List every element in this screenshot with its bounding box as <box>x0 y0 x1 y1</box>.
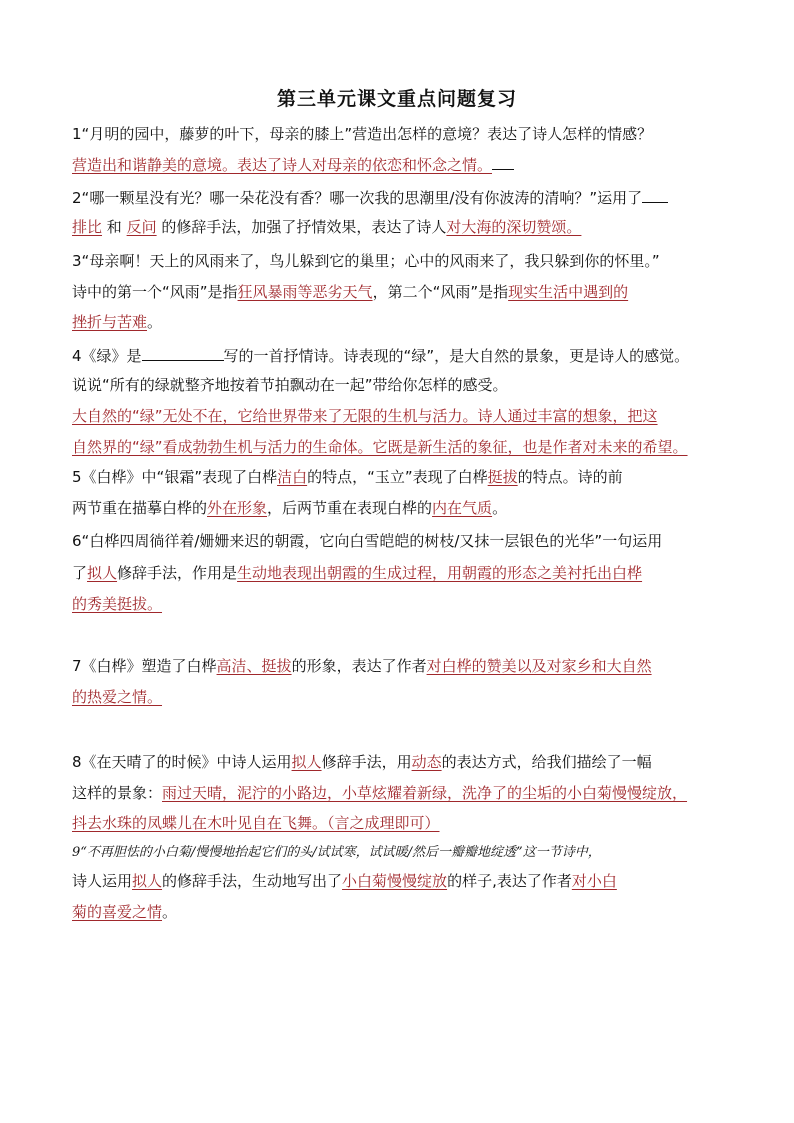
question-5-text-4: 两节重在描摹白桦的 <box>72 499 208 517</box>
answer-4-part-1: 大自然的“绿”无处不在，它给世界带来了无限的生机与活力。诗人通过丰富的想象，把这 <box>72 407 658 425</box>
question-5-line-2 <box>72 497 726 519</box>
question-4-line-2 <box>72 374 726 396</box>
answer-5-d: 内在气质 <box>432 499 493 517</box>
answer-1-line <box>72 153 726 176</box>
question-8-line-1 <box>72 751 726 773</box>
question-3-line-3 <box>72 311 726 333</box>
answer-9-b: 小白菊慢慢绽放 <box>342 872 448 890</box>
question-8-text-1: 8《在天晴了的时候》中诗人运用 <box>72 753 292 771</box>
question-8-line-3 <box>72 812 726 834</box>
question-5-text-3: 的特点。诗的前 <box>517 468 623 486</box>
answer-3-b: 现实生活中遇到的 <box>508 283 629 301</box>
question-3-line-1 <box>72 250 726 272</box>
answer-9-a: 拟人 <box>132 872 163 890</box>
answer-8-c-cont: 抖去水珠的凤蝶儿在木叶见自在飞舞。（言之成理即可） <box>72 814 440 832</box>
answer-7-b: 对白桦的赞美以及对家乡和大自然 <box>426 657 652 675</box>
question-6-text-1: 了 <box>72 564 88 582</box>
question-2-text: 的修辞手法，加强了抒情效果，表达了诗人 <box>161 218 447 236</box>
answer-4-line-2 <box>72 436 726 458</box>
answer-2-a: 排比 <box>72 218 103 236</box>
question-8-text-3: 的表达方式，给我们描绘了一幅 <box>441 753 652 771</box>
question-4-text-2: 写的一首抒情诗。诗表现的“绿”，是大自然的景象，更是诗人的感觉。 <box>223 347 690 365</box>
question-9-text-1: 诗人运用 <box>72 872 133 890</box>
answer-8-a: 拟人 <box>291 753 322 771</box>
answer-7-a: 高洁、挺拔 <box>216 657 292 675</box>
question-7-text-2: 的形象，表达了作者 <box>291 657 427 675</box>
question-3: 3“母亲啊！天上的风雨来了，鸟儿躲到它的巢里；心中的风雨来了，我只躲到你的怀里。” <box>72 252 660 270</box>
question-2-line-2 <box>72 216 726 238</box>
question-4-line-1 <box>72 344 726 367</box>
question-9-text-2: 的修辞手法，生动地写出了 <box>162 872 343 890</box>
question-7-line-2 <box>72 686 726 708</box>
answer-8-c: 雨过天晴，泥泞的小路边，小草炫耀着新绿，洗净了的尘垢的小白菊慢慢绽放， <box>162 784 688 802</box>
question-3-text-1: 诗中的第一个“风雨”是指 <box>72 283 238 301</box>
question-6: 6“白桦四周徜徉着/姗姗来迟的朝霞，它向白雪皑皑的树枝/又抹一层银色的光华”一句运用 <box>72 532 663 550</box>
question-9: 9“不再胆怯的小白菊/慢慢地抬起它们的头/试试寒，试试暖/然后一瓣瓣地绽透”这一节诗中， <box>72 845 601 860</box>
answer-5-c: 外在形象 <box>207 499 268 517</box>
question-7-line-1 <box>72 655 726 677</box>
question-3-line-2 <box>72 281 726 303</box>
answer-6-b-cont: 的秀美挺拔。 <box>72 595 163 613</box>
answer-1: 营造出和谐静美的意境。表达了诗人对母亲的依恋和怀念之情。 <box>72 156 493 174</box>
page-title: 第三单元课文重点问题复习 <box>276 88 517 110</box>
question-6-line-1 <box>72 530 726 552</box>
question-1-text <box>72 123 726 145</box>
answer-4-part-2: 自然界的“绿”看成勃勃生机与活力的生命体。它既是新生活的象征，也是作者对未来的希望。 <box>72 438 688 456</box>
question-4-text-1: 4《绿》是 <box>72 347 142 365</box>
question-9-text-4: 。 <box>162 903 178 921</box>
answer-2-b: 反问 <box>126 218 157 236</box>
question-9-text-3: 的样子,表达了作者 <box>447 872 572 890</box>
question-5-text-6: 。 <box>492 499 508 517</box>
question-2-line-1 <box>72 186 726 209</box>
answer-7-b-cont: 的热爱之情。 <box>72 688 163 706</box>
question-5-text-1: 5《白桦》中“银霜”表现了白桦 <box>72 468 278 486</box>
question-6-text-2: 修辞手法，作用是 <box>117 564 238 582</box>
question-8-text-4: 这样的景象： <box>72 784 163 802</box>
answer-6-a: 拟人 <box>87 564 118 582</box>
answer-4-blank <box>142 344 224 361</box>
question-2-text-and: 和 <box>106 218 122 236</box>
question-8-text-2: 修辞手法，用 <box>321 753 412 771</box>
question-4-text-3: 说说“所有的绿就整齐地按着节拍飘动在一起”带给你怎样的感受。 <box>72 376 508 394</box>
answer-9-c-cont: 菊的喜爱之情 <box>72 903 163 921</box>
question-3-text-3: 。 <box>147 313 163 331</box>
answer-9-c: 对小白 <box>571 872 617 890</box>
question-8-line-2 <box>72 782 726 804</box>
question-5-line-1 <box>72 466 726 488</box>
question-9-line-2 <box>72 870 726 892</box>
answer-5-b: 挺拔 <box>487 468 518 486</box>
question-3-text-2: ，第二个“风雨”是指 <box>372 283 509 301</box>
question-9-line-3 <box>72 901 726 923</box>
question-2: 2“哪一颗星没有光？哪一朵花没有香？哪一次我的思潮里/没有你波涛的清响？”运用了 <box>72 189 643 207</box>
answer-6-b: 生动地表现出朝霞的生成过程，用朝霞的形态之美衬托出白桦 <box>237 564 643 582</box>
question-1: 1“月明的园中，藤萝的叶下，母亲的膝上”营造出怎样的意境？表达了诗人怎样的情感？ <box>72 125 653 143</box>
question-6-line-2 <box>72 562 726 584</box>
question-9-line-1 <box>72 840 726 864</box>
answer-4-line-1 <box>72 405 726 427</box>
question-5-text-5: ，后两节重在表现白桦的 <box>267 499 433 517</box>
answer-2-c: 对大海的深切赞颂。 <box>446 218 582 236</box>
question-7-text-1: 7《白桦》塑造了白桦 <box>72 657 217 675</box>
answer-5-a: 洁白 <box>277 468 308 486</box>
answer-3-a: 狂风暴雨等恶劣天气 <box>237 283 373 301</box>
question-6-line-3 <box>72 593 726 615</box>
answer-3-b-cont: 挫折与苦难 <box>72 313 148 331</box>
question-5-text-2: 的特点，“玉立”表现了白桦 <box>307 468 488 486</box>
answer-8-b: 动态 <box>411 753 442 771</box>
